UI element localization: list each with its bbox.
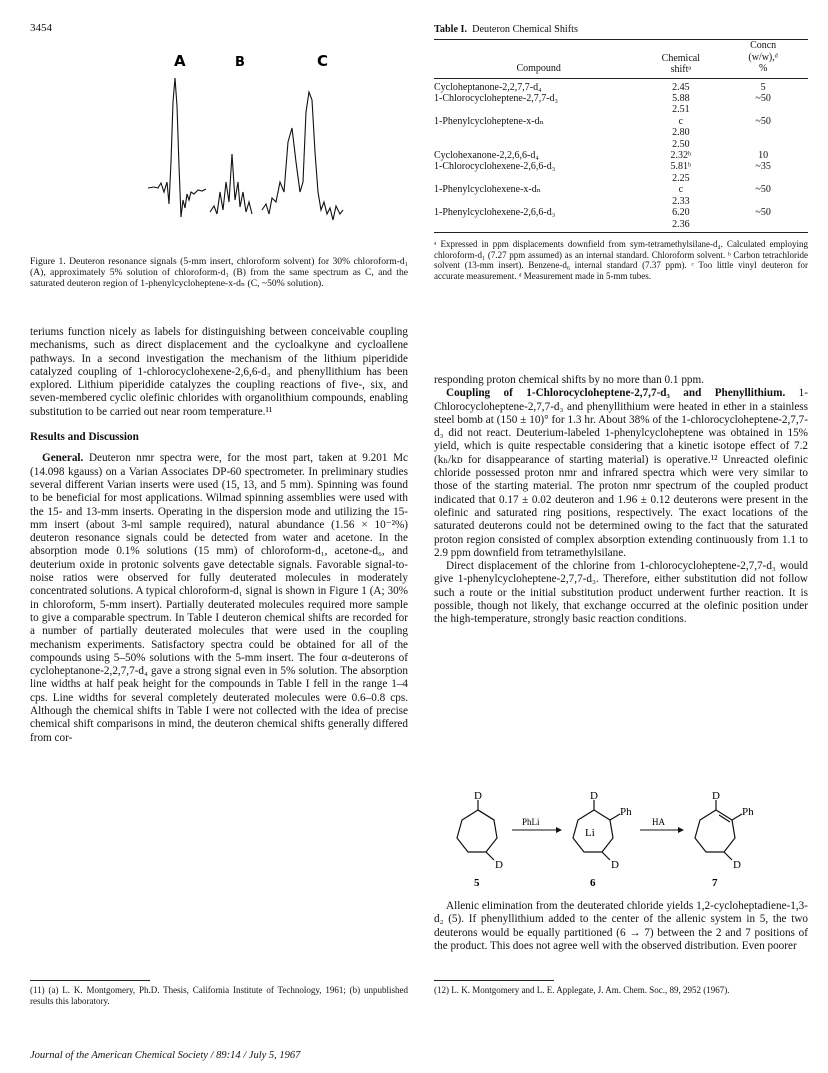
table-row — [434, 127, 808, 138]
cell-shift: 2.50 — [672, 138, 690, 150]
structure-5 — [457, 800, 497, 860]
page-number: 3454 — [30, 22, 52, 34]
cell-conc: 5 — [760, 81, 766, 93]
table-row — [434, 104, 808, 115]
footnote-rule-left — [30, 980, 150, 981]
spectrum-c-trace — [262, 92, 343, 220]
cell-conc — [718, 127, 808, 138]
cell-compound: 1-Chlorocycloheptene-2,7,7-d₃ — [434, 93, 559, 105]
cell-conc: ~50 — [755, 184, 771, 196]
table-row — [434, 82, 808, 93]
table-row — [434, 207, 808, 218]
cell-shift: 5.88 — [672, 93, 690, 105]
table-row — [434, 150, 808, 161]
structure-6-d-bottom: D — [611, 859, 619, 871]
right-paragraph-1: responding proton chemical shifts by no more than 0.1 ppm. — [434, 374, 705, 386]
table-row — [434, 161, 808, 172]
structure-6-d-top: D — [590, 790, 598, 802]
cell-conc: ~50 — [755, 115, 771, 127]
structure-6-ph: Ph — [620, 806, 632, 818]
reagent-phli: PhLi — [522, 817, 540, 827]
table-notes: ᵃ Expressed in ppm displacements downfield from sym-tetramethylsilane-d₄. Calculated employing chloroform-d₁ (7.27 ppm assumed) as an internal standard. Chloroform solvent. ᵇ Carbon tetrachloride solvent (13-mm insert). Benzene-d₆ internal standard (7.37 ppm). ᶜ Too little vinyl deuteron for accurate measurement. ᵈ Measurement made in 5-mm tubes. — [434, 238, 808, 281]
arrow-2-head — [678, 827, 684, 833]
figure-label-c: C — [317, 52, 329, 70]
footnote-12: (12) L. K. Montgomery and L. E. Applegate, J. Am. Chem. Soc., 89, 2952 (1967). — [434, 985, 730, 995]
table-row — [434, 196, 808, 207]
spectra-plot — [30, 42, 410, 252]
cell-shift: 6.20 — [672, 207, 690, 219]
structure-7 — [695, 800, 742, 860]
cell-conc — [718, 219, 808, 230]
table-bottom-rule — [434, 232, 808, 233]
coupling-runin: Coupling of 1-Chlorocycloheptene-2,7,7-d₃ and Phenyllithium. — [446, 387, 786, 400]
structure-7-d-top: D — [712, 790, 720, 802]
cell-conc — [718, 139, 808, 150]
compound-number-5: 5 — [474, 877, 480, 889]
col-header-shift: Chemical shiftᵃ — [661, 52, 700, 75]
structure-7-d-bottom: D — [733, 859, 741, 871]
structure-7-ph: Ph — [742, 806, 754, 818]
cell-shift: 2.45 — [672, 81, 690, 93]
structure-6-li: Li — [585, 827, 595, 839]
coupling-text: 1-Chlorocycloheptene-2,7,7-d₃ and phenyllithium were heated in ether in a stainless steel bomb at (150 ± 10)° for 1.3 hr. About 38% of the 1-chlorocycloheptene-2,7,7-d₃ did not react. Deuterium-labeled 1-phenylcycloheptene was obtained in 15% yield, which is quite respectable considering that a kinetic isotope effect of 7.2 (kₕ/kᴅ for disappearance of starting material) is operative.¹² Unreacted olefinic chloride possessed proton nmr and infrared spectra which were very similar to those of the starting material. The proton nmr spectrum of the coupled product indicated that 0.17 ± 0.02 deuteron and 1.96 ± 0.12 deuterons were present in the olefinic and saturated ring positions, respectively. The exact locations of the saturated deuterons could not be determined owing to the fact that the saturated proton region consisted of complex absorption extending continuously from 1.1 to 2.9 ppm downfield from tetramethylsilane. — [434, 387, 808, 559]
footnote-rule-right — [434, 980, 554, 981]
cell-compound — [434, 127, 643, 138]
right-column-lower — [434, 900, 808, 953]
section-heading: Results and Discussion — [30, 431, 139, 444]
figure-caption: Figure 1. Deuteron resonance signals (5-mm insert, chloroform solvent) for 30% chloroform-d₁ (A), approximately 5% solution of chloroform-d₁ (B) from the same spectrum as C, and the saturated deuteron region of 1-phenylcycloheptene-x-dₙ (C, ~50% solution). — [30, 256, 408, 290]
cell-compound: Cycloheptanone-2,2,7,7-d₄ — [434, 81, 542, 93]
cell-conc: ~50 — [755, 207, 771, 219]
reaction-scheme — [434, 790, 808, 890]
cell-shift: 2.36 — [672, 218, 690, 230]
structure-6 — [573, 800, 620, 860]
table-row — [434, 173, 808, 184]
table-1 — [434, 24, 808, 281]
scheme-drawing — [434, 790, 808, 890]
allenic-paragraph: Allenic elimination from the deuterated chloride yields 1,2-cycloheptadiene-1,3-d₂ (5). If phenyllithium added to the center of the allenic system in 5, the two deuterons would be equally partitioned (6 → 7) between the 2 and 7 positions of the product. This does not agree well with the observed distribution. Even poorer — [434, 900, 808, 952]
cell-compound: Cyclohexanone-2,2,6,6-d₄ — [434, 150, 539, 162]
cell-shift: c — [678, 184, 684, 196]
coupling-paragraph — [434, 387, 808, 560]
spectrum-b-trace — [210, 154, 252, 214]
reagent-ha: HA — [652, 817, 665, 827]
figure-label-b: B — [235, 55, 245, 70]
table-row — [434, 184, 808, 195]
cell-compound — [434, 196, 643, 207]
intro-paragraph: teriums function nicely as labels for distinguishing between conceivable coupling mechanisms, such as direct displacement and the cycloalkyne and cycloallene pathways. In a second investigation the mechanism of the lithium piperidide catalyzed coupling of 1-chlorocyclohexene-2,6,6-d₃ and phenyllithium has been explored. Lithium piperidide catalyzes the coupling reactions of five-, six, and seven-membered cyclic olefinic chlorides with organolithium compounds, enabling substitution to be carried out near room temperature.¹¹ — [30, 326, 408, 418]
col-header-compound: Compound — [516, 63, 561, 75]
cell-conc: ~50 — [755, 93, 771, 105]
cell-conc — [718, 104, 808, 115]
table-body — [434, 40, 808, 230]
general-runin: General. — [42, 452, 84, 465]
cell-conc: ~35 — [755, 161, 771, 173]
journal-footer: Journal of the American Chemical Society / 89:14 / July 5, 1967 — [30, 1050, 301, 1061]
cell-shift: c — [678, 115, 684, 127]
cell-shift: 5.81ᵇ — [670, 161, 692, 173]
table-row — [434, 139, 808, 150]
cell-compound — [434, 219, 643, 230]
table-row — [434, 116, 808, 127]
col-header-conc: Concn (w/w),ᵈ % — [748, 40, 778, 75]
footnote-11: (11) (a) L. K. Montgomery, Ph.D. Thesis, California Institute of Technology, 1961; (b) unpublished results this laboratory. — [30, 985, 408, 1006]
cell-shift: 2.32ᵇ — [670, 150, 692, 162]
structure-5-d-bottom: D — [495, 859, 503, 871]
cell-compound — [434, 139, 643, 150]
table-row — [434, 219, 808, 230]
cell-shift: 2.25 — [672, 172, 690, 184]
figure-1 — [30, 42, 410, 252]
general-paragraph — [30, 452, 408, 745]
cell-compound: 1-Phenylcyclohexene-2,6,6-d₃ — [434, 207, 556, 219]
cell-compound — [434, 104, 643, 115]
right-column — [434, 374, 808, 627]
cell-compound: 1-Phenylcyclohexene-x-dₙ — [434, 184, 542, 196]
direct-displacement-paragraph: Direct displacement of the chlorine from 1-chlorocycloheptene-2,7,7-d₃ would give 1-phenylcycloheptene-2,7,7-d₃. Therefore, either substitution did not follow such a route or the initial substitution product underwent further reaction. It is possible, though not likely, that exchange occurred at the olefinic position under the high-temperature, strongly basic reaction conditions. — [434, 560, 808, 626]
left-column — [30, 326, 408, 745]
compound-number-7: 7 — [712, 877, 718, 889]
cell-conc — [718, 196, 808, 207]
compound-number-6: 6 — [590, 877, 596, 889]
structure-5-d-top: D — [474, 790, 482, 802]
cell-compound: 1-Phenylcycloheptene-x-dₙ — [434, 115, 544, 127]
general-text: Deuteron nmr spectra were, for the most part, taken at 9.201 Mc (14.098 kgauss) on a Varian Associates DP-60 spectrometer. In preliminary studies several different Varian inserts were used (15, 13, and 5 mm). Spinning was found to be beneficial for most applications. Wilmad spinning assemblies were used with the 15- and 13-mm inserts. Operating in the dispersion mode and utilizing the 15-mm insert (about 3-ml sample required), natural abundance (1.56 × 10⁻²%) deuteron resonance signals could be detected from water and acetone. In the absorption mode 0.1% solutions (15 mm) of chloroform-d₁, acetone-d₆, and deuterium oxide in protonic solvents gave detectable signals. Favorable signal-to-noise ratios were observed for fully deuterated molecules in moderately concentrated solutions. A typical chloroform-d₁ signal is shown in Figure 1 (A; 30% in chloroform, 5-mm insert). Partially deuterated molecules required more sample to give a comparable spectrum. In Table I deuteron chemical shifts are recorded for a number of partially deuterated molecules that were used in the coupling mechanism experiments. Satisfactory spectra could be obtained for all of the compounds using 5–50% solutions with the 5-mm insert. The four α-deuterons of cycloheptanone-2,2,7,7-d₄ gave a strong signal even in 5% solution. The absorption line widths at half peak height for the compounds in Table I fell in the range 1–4 cps. Line widths for several completely deuterated molecules were 0.6–0.8 cps. Although the chemical shifts in Table I were not collected with the idea of precise chemical shift comparisons in mind, the deuteron chemical shifts generally differed from cor- — [30, 452, 408, 744]
cell-compound: 1-Chlorocyclohexene-2,6,6-d₃ — [434, 161, 556, 173]
table-row — [434, 93, 808, 104]
cell-compound — [434, 173, 643, 184]
cell-shift: 2.51 — [672, 104, 690, 116]
cell-shift: 2.33 — [672, 195, 690, 207]
cell-conc: 10 — [758, 150, 769, 162]
table-title: Table I. Deuteron Chemical Shifts — [434, 24, 578, 35]
arrow-1-head — [556, 827, 562, 833]
spectrum-a-trace — [148, 78, 206, 217]
figure-label-a: A — [174, 52, 186, 70]
cell-shift: 2.80 — [672, 127, 690, 139]
cell-conc — [718, 173, 808, 184]
